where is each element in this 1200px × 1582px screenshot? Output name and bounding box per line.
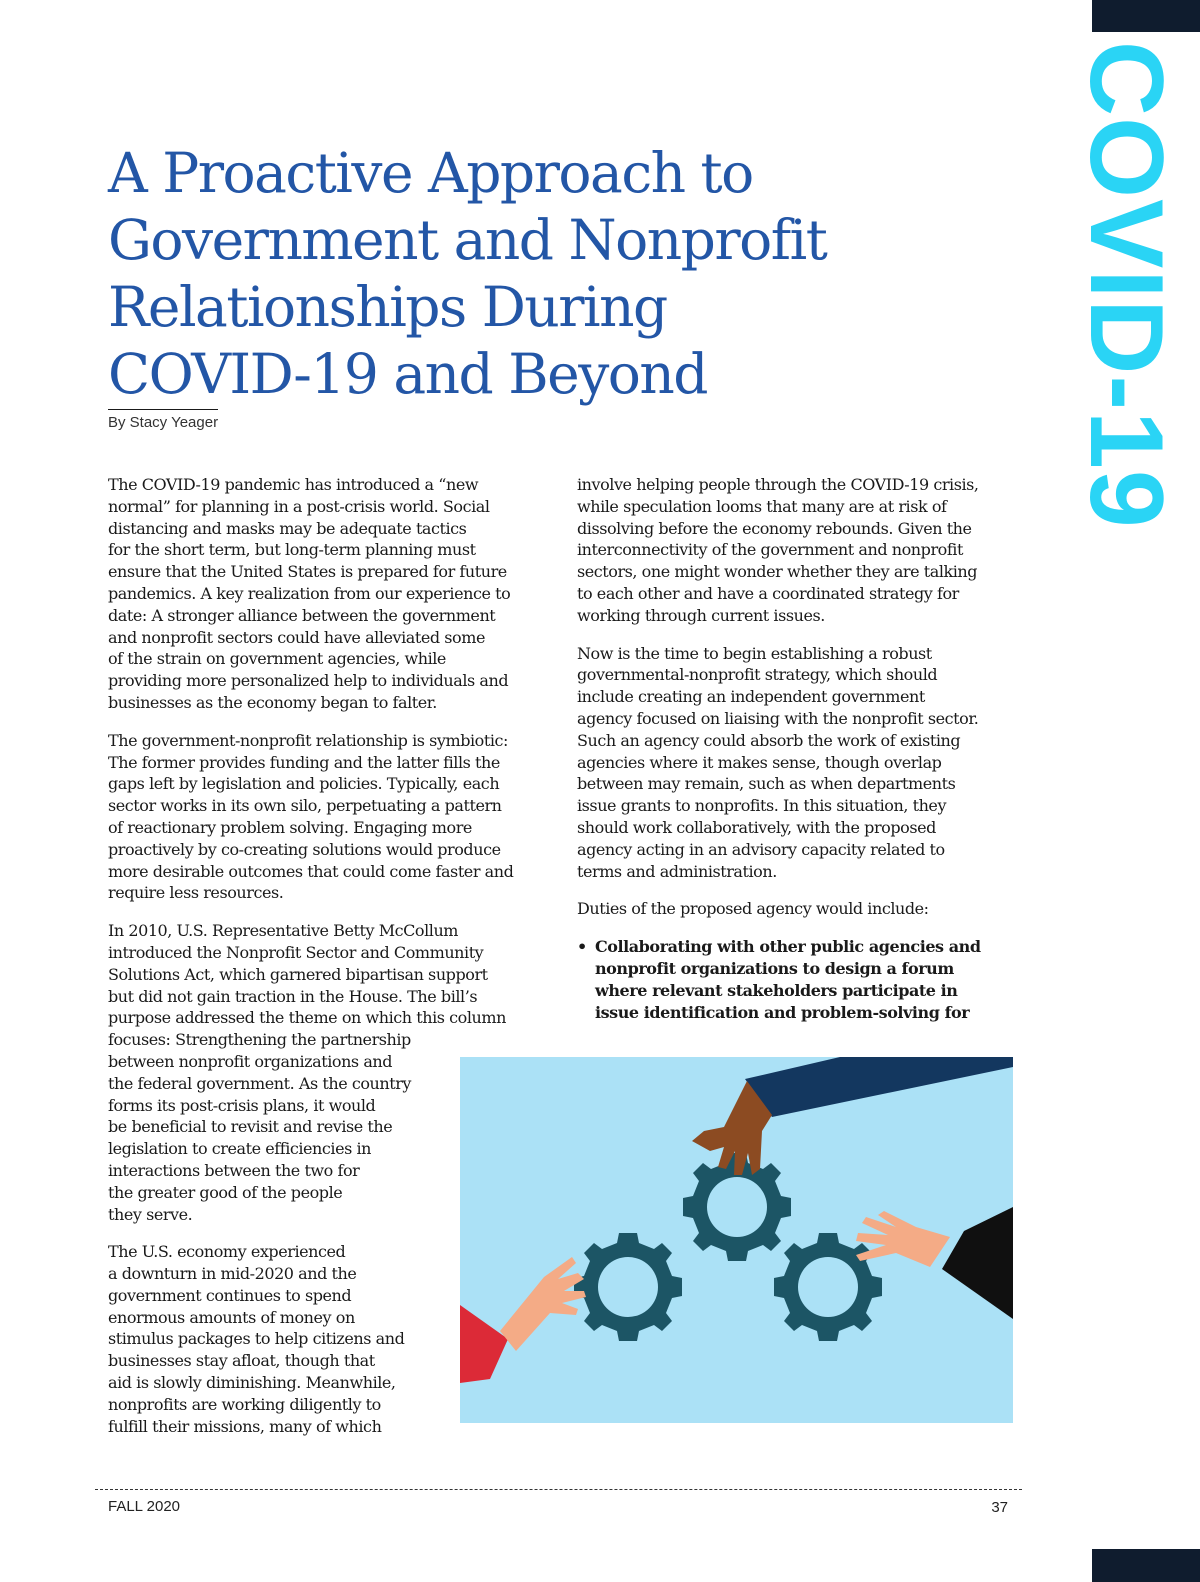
text-line: working through current issues.	[577, 605, 825, 625]
text-line: include creating an independent government	[577, 687, 925, 707]
paragraph	[108, 474, 548, 714]
text-line: Now is the time to begin establishing a robust	[577, 643, 932, 663]
text-line: terms and administration.	[577, 861, 777, 881]
text-line: between may remain, such as when departments	[577, 774, 956, 794]
text-line: between nonprofit organizations and	[108, 1051, 393, 1071]
paragraph	[577, 898, 1017, 920]
section-label-text: COVID-19	[1068, 41, 1184, 529]
text-line: stimulus packages to help citizens and	[108, 1329, 405, 1349]
paragraph	[108, 730, 548, 904]
text-line: should work collaboratively, with the proposed	[577, 817, 936, 837]
text-line: nonprofits are working diligently to	[108, 1394, 381, 1414]
paragraph	[577, 474, 1017, 627]
text-line: Such an agency could absorb the work of existing	[577, 730, 961, 750]
title-line: Government and Nonprofit	[108, 208, 827, 272]
text-line: pandemics. A key realization from our experience to	[108, 583, 511, 603]
text-line: issue identification and problem-solving for	[595, 1002, 970, 1022]
text-line: introduced the Nonprofit Sector and Community	[108, 942, 484, 962]
text-line: Solutions Act, which garnered bipartisan support	[108, 964, 488, 984]
text-line: governmental-nonprofit strategy, which should	[577, 665, 938, 685]
section-label	[1060, 41, 1192, 529]
text-line: and nonprofit sectors could have alleviated some	[108, 627, 485, 647]
footer-divider	[95, 1489, 1022, 1490]
title-line: COVID-19 and Beyond	[108, 342, 708, 406]
text-line: In 2010, U.S. Representative Betty McCollum	[108, 921, 459, 941]
text-line: The U.S. economy experienced	[108, 1242, 346, 1262]
title-line: A Proactive Approach to	[108, 141, 753, 205]
text-line: agencies where it makes sense, though overlap	[577, 752, 942, 772]
article-title	[108, 140, 1008, 408]
corner-tab-top	[1092, 0, 1200, 32]
text-line: nonprofit organizations to design a forum	[595, 958, 954, 978]
text-line: be beneficial to revisit and revise the	[108, 1117, 393, 1137]
text-line: they serve.	[108, 1204, 193, 1224]
text-line: The government-nonprofit relationship is symbiotic:	[108, 730, 508, 750]
byline: By Stacy Yeager	[108, 409, 218, 431]
text-line: legislation to create efficiencies in	[108, 1139, 372, 1159]
duties-list	[577, 936, 1017, 1023]
list-item	[577, 936, 1017, 1023]
text-line: the greater good of the people	[108, 1182, 343, 1202]
text-line: • Collaborating with other public agencies and	[595, 937, 981, 957]
text-line: require less resources.	[108, 883, 284, 903]
text-line: purpose addressed the theme on which this column	[108, 1008, 506, 1028]
text-line: aid is slowly diminishing. Meanwhile,	[108, 1373, 396, 1393]
text-line: providing more personalized help to individuals and	[108, 671, 509, 691]
text-line: issue grants to nonprofits. In this situation, they	[577, 796, 947, 816]
text-line: interconnectivity of the government and nonprofit	[577, 540, 963, 560]
text-line: Duties of the proposed agency would include:	[577, 899, 929, 919]
text-line: The COVID-19 pandemic has introduced a “new	[108, 475, 479, 494]
text-line: focuses: Strengthening the partnership	[108, 1030, 411, 1050]
text-line: fulfill their missions, many of which	[108, 1416, 382, 1436]
text-line: sectors, one might wonder whether they are talking	[577, 562, 978, 582]
text-line: agency acting in an advisory capacity related to	[577, 839, 945, 859]
text-line: businesses as the economy began to falter.	[108, 692, 437, 712]
text-line: but did not gain traction in the House. The bill’s	[108, 986, 478, 1006]
text-line: more desirable outcomes that could come faster and	[108, 861, 514, 881]
text-line: of the strain on government agencies, while	[108, 649, 446, 669]
hands-with-gears-icon	[460, 1057, 1013, 1423]
text-line: a downturn in mid-2020 and the	[108, 1264, 357, 1284]
text-line: of reactionary problem solving. Engaging more	[108, 817, 472, 837]
text-line: the federal government. As the country	[108, 1073, 412, 1093]
text-line: for the short term, but long-term planning must	[108, 540, 476, 560]
text-line: distancing and masks may be adequate tactics	[108, 518, 467, 538]
text-line: enormous amounts of money on	[108, 1307, 355, 1327]
text-line: proactively by co-creating solutions would produce	[108, 839, 501, 859]
text-line: date: A stronger alliance between the government	[108, 605, 496, 625]
text-line: where relevant stakeholders participate in	[595, 980, 958, 1000]
text-line: dissolving before the economy rebounds. Given the	[577, 518, 972, 538]
text-line: normal” for planning in a post-crisis world. Social	[108, 496, 490, 516]
text-line: ensure that the United States is prepared for future	[108, 562, 507, 582]
text-line: businesses stay afloat, though that	[108, 1351, 375, 1371]
corner-tab-bottom	[1092, 1549, 1200, 1582]
text-line: The former provides funding and the latter fills the	[108, 752, 500, 772]
text-line: sector works in its own silo, perpetuating a pattern	[108, 796, 502, 816]
right-column	[577, 474, 1017, 1023]
text-line: while speculation looms that many are at risk of	[577, 496, 947, 516]
text-line: involve helping people through the COVID-19 crisis,	[577, 475, 979, 494]
text-line: gaps left by legislation and policies. Typically, each	[108, 774, 500, 794]
text-line: to each other and have a coordinated strategy for	[577, 583, 959, 603]
text-line: forms its post-crisis plans, it would	[108, 1095, 376, 1115]
page-number: 37	[991, 1499, 1008, 1516]
text-line: interactions between the two for	[108, 1160, 360, 1180]
text-line: government continues to spend	[108, 1285, 352, 1305]
paragraph	[577, 643, 1017, 883]
issue-label: FALL 2020	[108, 1498, 181, 1515]
text-line: agency focused on liaising with the nonprofit sector.	[577, 708, 979, 728]
title-line: Relationships During	[108, 275, 667, 339]
